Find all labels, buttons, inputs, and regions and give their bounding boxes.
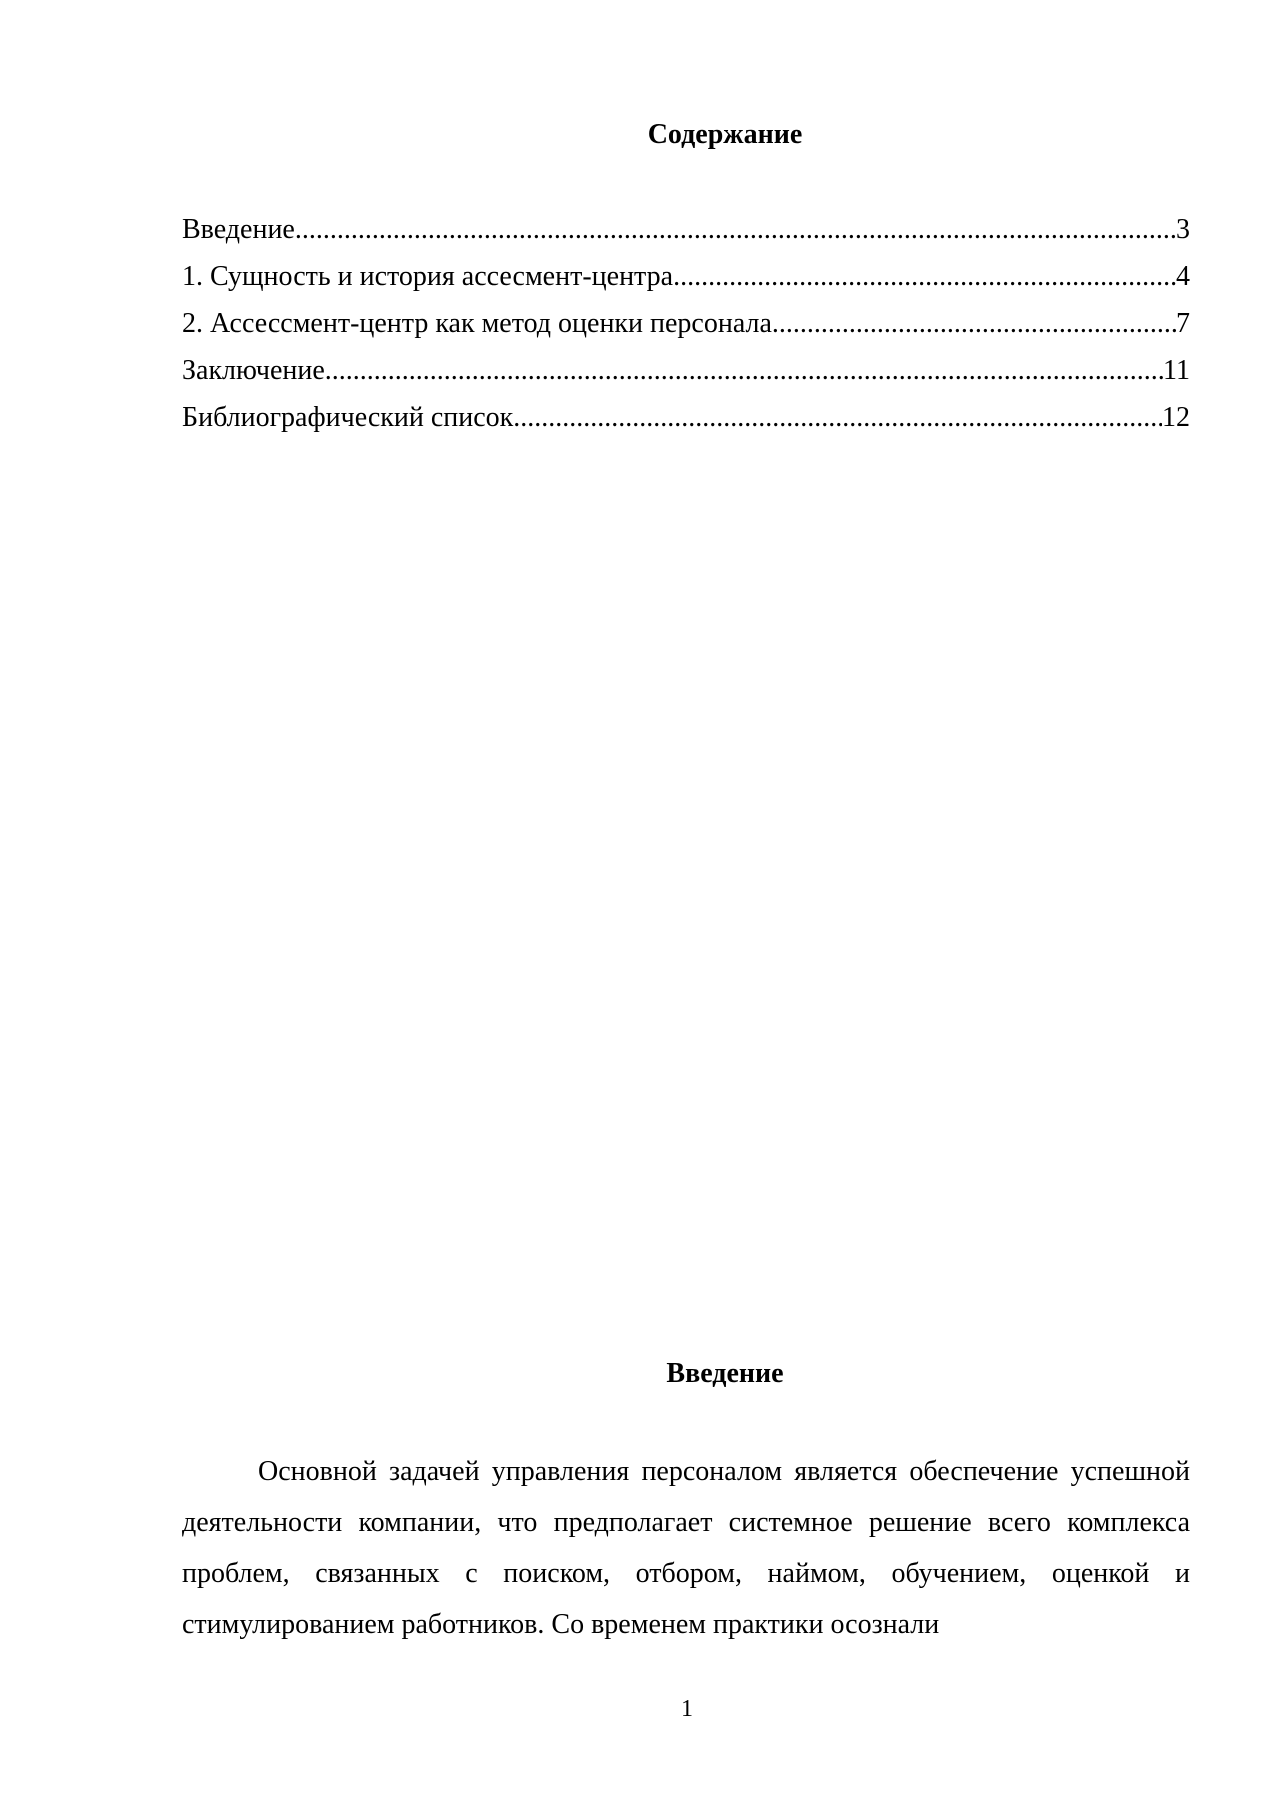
toc-leader-dots [295,210,1176,250]
toc-leader-dots [325,351,1163,391]
toc-leader-dots [513,398,1162,438]
toc-entry[interactable] [182,351,1190,398]
introduction-paragraph: Основной задачей управления персоналом является обеспечение успешной деятельности компании, что предполагает системное решение всего комплекса проблем, связанных с поиском, отбором, наймом, обучением, оценкой и стимулированием работников. Со временем практики осознали [182,1456,1190,1640]
toc-entry[interactable] [182,304,1190,351]
toc-entry[interactable] [182,398,1190,445]
toc-entry-text: 2. Ассессмент-центр как метод оценки персонала [182,308,772,339]
toc-leader-dots [673,257,1176,297]
toc-entry[interactable] [182,210,1190,257]
toc-entry-page: 12 [1162,402,1190,433]
toc-entry-text: Введение [182,214,295,245]
table-of-contents [182,210,1190,445]
toc-entry-page: 3 [1176,214,1190,245]
toc-entry-page: 4 [1176,261,1190,292]
toc-title: Содержание [647,119,803,150]
toc-entry-text: Заключение [182,355,325,386]
toc-entry-text: 1. Сущность и история ассесмент-центра [182,261,674,292]
introduction-title: Введение [666,1358,784,1389]
toc-entry-page: 11 [1163,355,1190,386]
toc-entry-text: Библиографический список [182,402,514,433]
toc-entry[interactable] [182,257,1190,304]
toc-leader-dots [772,304,1176,344]
page-number: 1 [681,1696,693,1722]
toc-entry-page: 7 [1176,308,1190,339]
